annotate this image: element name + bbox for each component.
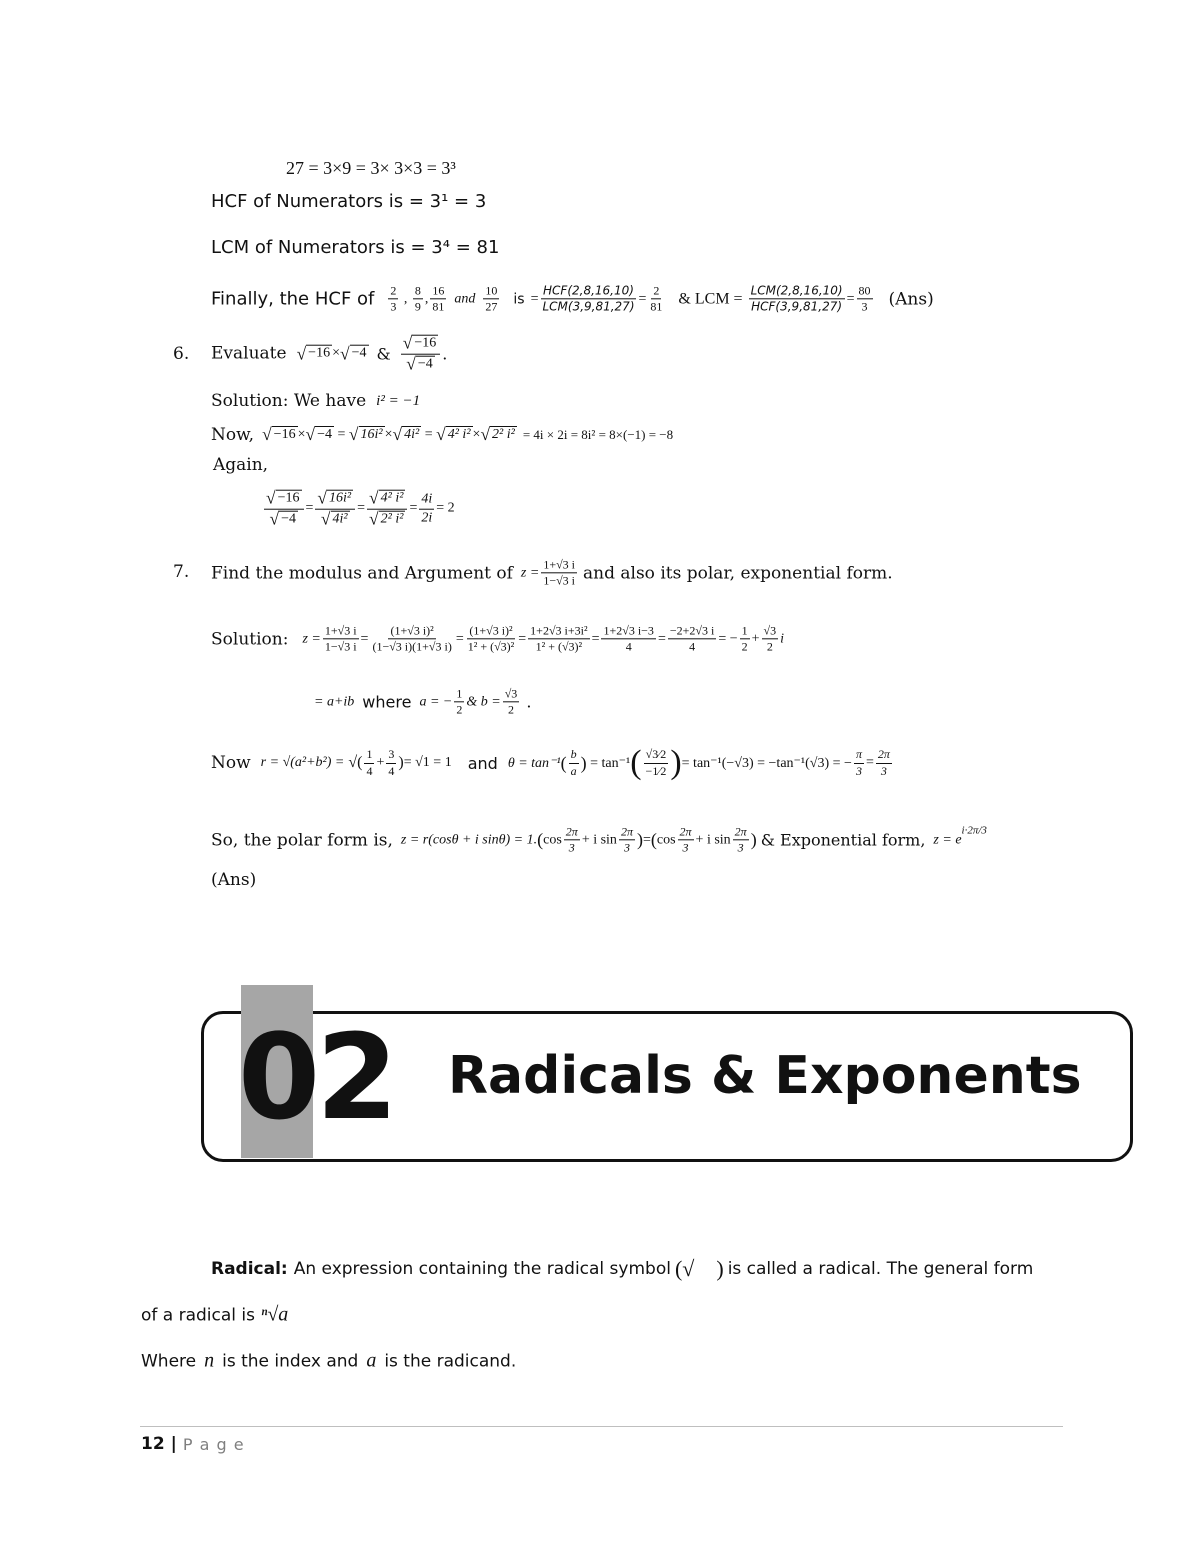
frac-den: 81	[432, 299, 445, 314]
frac-den: 3	[568, 840, 575, 855]
q6-solution-line	[211, 391, 420, 411]
cos-label: cos	[656, 832, 676, 847]
radicand: −16	[277, 490, 300, 506]
ratio-2: √ 16i² √ 4i²	[315, 490, 355, 529]
step-6	[668, 624, 716, 653]
lcm-label: & LCM =	[678, 290, 743, 307]
frac-num: 10	[483, 284, 499, 299]
a-value	[454, 687, 464, 716]
page-footer	[141, 1434, 245, 1454]
isin-label: + i sin	[581, 832, 617, 847]
fraction-8-9	[413, 284, 423, 313]
sqrt-minus4: √ −4	[305, 424, 332, 445]
and-word-2: and	[467, 753, 498, 773]
frac-num: 1	[740, 624, 750, 639]
frac-den: 4	[625, 639, 632, 654]
sqrt-minus16: √ −16	[296, 343, 331, 364]
radicand: −4	[281, 511, 297, 527]
radicand: 4² i²	[447, 427, 471, 443]
finally-prefix: Finally, the HCF of	[211, 288, 375, 310]
footer-rule	[140, 1426, 1063, 1427]
lcm-fraction	[749, 284, 845, 313]
frac-den: HCF(3,9,81,27)	[751, 299, 843, 314]
page-number: 12	[141, 1434, 165, 1454]
factorization-27: 27 = 3×9 = 3× 3×3 = 3³	[286, 158, 456, 178]
frac-den: 1−√3 i	[324, 639, 357, 654]
sqrt-ratio: √ −16 √ −4	[401, 335, 441, 374]
exponential-label: & Exponential form,	[760, 830, 926, 850]
cos-label: cos	[543, 832, 562, 847]
again-result: = 2	[436, 501, 455, 516]
radicand: −16	[273, 427, 296, 443]
ampersand: &	[376, 344, 391, 364]
evaluate-word: Evaluate	[211, 344, 287, 364]
frac-num: 2π	[733, 825, 749, 840]
frac-num: 16	[430, 284, 446, 299]
q7-ans-label: (Ans)	[211, 870, 257, 890]
finally-line: Finally, the HCF of $\frac{2}{3}$ , $\frac{8}{9}$ , $\frac{16}{81}$ and $\frac{10}{27}$ is = $\frac{\text{HCF(2,8,16,10)}}{\text{LCM(3,9,81,27)}}$ = $\frac{2}{81}$ & LCM = $\frac{\text{LCM(2,8,16,10)}}{\text{HCF(3,9,81,27)}}$ = $\frac{80}{3}$ (Ans)	[211, 283, 934, 314]
b-eq: & b =	[466, 694, 501, 709]
footer-separator: |	[170, 1434, 177, 1454]
frac-den: 3	[737, 840, 744, 855]
step-3	[466, 624, 517, 653]
polar-label: So, the polar form is,	[211, 830, 393, 850]
r-expr: r = √(a²+b²) =	[260, 755, 345, 770]
general-form-line	[141, 1304, 288, 1327]
sqrt3-over-half-ratio: $\frac{√3⁄2}{-1⁄2}$	[645, 747, 667, 778]
frac-num: 1+√3 i	[323, 624, 359, 639]
sqrt-4sq-i2: √ 4² i²	[436, 424, 471, 445]
where-text: Where	[141, 1351, 197, 1371]
two-pi-over-3	[733, 825, 749, 854]
exp-power: i·2π/3	[961, 824, 987, 836]
ratio-3: √ 4² i² √ 2² i²	[367, 490, 407, 529]
frac-num: (1+√3 i)²	[467, 624, 514, 639]
q7-text-b: and also its polar, exponential form.	[583, 563, 893, 583]
three-quarters: $\frac{3}{4}$	[388, 747, 395, 778]
theta-result: = tan⁻¹(−√3) = −tan⁻¹(√3) = −	[681, 755, 852, 771]
r-result: = √1 = 1	[403, 755, 452, 770]
exp-expr: z = e	[933, 832, 962, 847]
polar-form-line: So, the polar form is, z = r(cosθ + i sinθ) = 1. ( cos $\frac{2\pi}{3}$ + i sin $\frac{2\pi}{3}$ ) = ( cos $\frac{2\pi}{3}$ + i sin $\frac{2\pi}{3}$ ) & Exponential form, z = e $^{i\cdot 2\pi/3}$	[211, 824, 987, 855]
radicand: 2² i²	[492, 427, 515, 443]
radical-symbol-icon: (√ )	[674, 1256, 724, 1281]
frac-num: 8	[413, 284, 423, 299]
a-eq: a = −	[419, 694, 453, 709]
frac-den: 2	[741, 639, 748, 654]
index-symbol: n	[204, 1349, 215, 1372]
frac-den: 3	[861, 299, 868, 314]
theta-expr: θ = tan⁻¹	[507, 755, 561, 771]
general-form-text: of a radical is	[141, 1305, 256, 1325]
two-pi-over-3	[876, 748, 892, 777]
radicand: 16i²	[360, 427, 383, 443]
frac-den: LCM(3,9,81,27)	[542, 299, 635, 314]
frac-den: 9	[414, 299, 421, 314]
frac-num: 3	[386, 748, 396, 763]
radical-label: Radical:	[211, 1259, 288, 1279]
radical-text-b: is called a radical. The general form	[727, 1259, 1034, 1279]
radicand: 2² i²	[380, 511, 404, 527]
fraction-10-27	[483, 284, 499, 313]
q6-now-line: Now, √ −16 × √ −4 = √ 16i² × √ 4i² = √ 4² i² × √ 2² i² = 4i × 2i = 8i² = 8×(−1) = −8	[211, 424, 674, 445]
two-pi-over-3	[678, 825, 694, 854]
z-eq-2: z =	[302, 631, 321, 646]
a-plus-ib-line: = a+ib where a = − $\frac{1}{2}$ & b = $\frac{√3}{2}$ .	[314, 686, 532, 717]
now-r-label: Now	[211, 753, 251, 773]
polar-expr: z = r(cosθ + i sinθ) = 1.	[400, 832, 538, 847]
chapter-number: 02	[238, 1008, 395, 1146]
lcm-numerators-line: LCM of Numerators is = 3⁴ = 81	[211, 237, 500, 258]
radical-text-a: An expression containing the radical symbol	[293, 1259, 671, 1279]
frac-den: (1−√3 i)(1+√3 i)	[372, 639, 452, 654]
frac-num: 2π	[619, 825, 635, 840]
hcf-numerators-line: HCF of Numerators is = 3¹ = 3	[211, 191, 487, 212]
where-word: where	[362, 692, 412, 712]
frac-den: 4	[689, 639, 696, 654]
radicand: 4i²	[332, 511, 348, 527]
frac-num: (1+√3 i)²	[388, 624, 435, 639]
page-word: P a g e	[182, 1434, 245, 1454]
isin-label: + i sin	[695, 832, 731, 847]
frac-num: 2	[388, 284, 398, 299]
pi-over-3	[854, 748, 864, 777]
question-number-7: 7.	[173, 562, 190, 582]
hcf-fraction	[540, 284, 636, 313]
z-eq: z =	[520, 565, 540, 580]
radicand: −16	[308, 346, 331, 362]
frac-num: 1+√3 i	[541, 558, 577, 573]
step-7	[740, 624, 750, 653]
frac-den: 3	[880, 763, 887, 778]
frac-num: 4i	[419, 492, 434, 509]
radical-definition-line	[211, 1256, 1033, 1282]
frac-num: 1	[454, 687, 464, 702]
step-8	[762, 624, 779, 653]
radicand: −4	[351, 346, 367, 362]
frac-num: LCM(2,8,16,10)	[749, 284, 845, 299]
frac-den: 2	[766, 639, 773, 654]
again-label: Again,	[213, 455, 269, 475]
ans-label: (Ans)	[888, 289, 934, 309]
now-label: Now,	[211, 425, 255, 445]
frac-num: 2π	[564, 825, 580, 840]
frac-num: 1	[364, 748, 374, 763]
result-80-3	[857, 284, 873, 313]
frac-num: 2π	[678, 825, 694, 840]
frac-den: 3	[623, 840, 630, 855]
frac-num: 2π	[876, 748, 892, 763]
step-2	[370, 624, 453, 653]
is-word: is	[513, 291, 525, 307]
q7-solution-label: Solution:	[211, 629, 289, 649]
step-1	[323, 624, 359, 653]
frac-den: 1² + (√3)²	[535, 639, 583, 654]
modulus-argument-line: Now r = √(a²+b²) = √( $\frac{1}{4}$ + $\frac{3}{4}$ ) = √1 = 1 and θ = tan⁻¹ ( $\frac{b}{a}$ ) = tan⁻¹ ( $\frac{√3⁄2}{-1⁄2}$ ) = tan⁻¹(−√3) = −tan⁻¹(√3) = − $\frac{\pi}{3}$ = $\frac{2\pi}{3}$	[211, 744, 890, 781]
frac-den: 27	[485, 299, 498, 314]
frac-num: √3	[503, 687, 520, 702]
solution-label: Solution: We have	[211, 391, 367, 411]
frac-den: 3	[682, 840, 689, 855]
frac-num: √3	[762, 624, 779, 639]
frac-den: 2i	[421, 510, 433, 526]
sqrt-minus16: √ −16	[262, 424, 296, 445]
frac-num: 1+2√3 i−3	[601, 624, 655, 639]
result-2-81	[648, 284, 664, 313]
frac-num: 2	[651, 284, 661, 299]
ratio-1: √ −16 √ −4	[264, 490, 304, 529]
radicand: 16i²	[329, 490, 352, 506]
radicand: −4	[417, 356, 433, 372]
frac-num: HCF(2,8,16,10)	[541, 284, 636, 299]
q6-statement: Evaluate √ −16 × √ −4 & √ −16 √ −4 .	[211, 333, 448, 374]
step-4	[528, 624, 589, 653]
frac-den: 2	[507, 702, 514, 717]
frac-den: 1−√3 i	[543, 573, 576, 588]
step-5	[601, 624, 655, 653]
frac-num: π	[854, 748, 864, 763]
frac-den: 3	[390, 299, 397, 314]
one-quarter: $\frac{1}{4}$	[366, 747, 373, 778]
radicand: −16	[414, 335, 437, 351]
sqrt-minus4: √ −4	[339, 343, 367, 364]
fraction-2-3	[388, 284, 398, 313]
q7-text-a: Find the modulus and Argument of	[211, 563, 513, 583]
b-value	[503, 687, 520, 716]
a-plus-ib: = a+ib	[314, 694, 355, 709]
radicand-text: is the radicand.	[384, 1351, 517, 1371]
ratio-4	[419, 492, 434, 526]
q6-again-expr: √ −16 √ −4 = √ 16i² √ 4i² = √ 4² i² √ 2² i² = $\frac{4i}{2i}$ = 2	[266, 488, 455, 529]
frac-num: 1+2√3 i+3i²	[528, 624, 589, 639]
frac-den: 81	[650, 299, 663, 314]
q7-solution-line: Solution: z = $\frac{1+√3 i}{1-√3 i}$ = $\frac{\text{(1+√3 i)²}}{(1-√3 i)(1+√3 i)}$ = $\frac{\text{(1+√3 i)²}}{\text{1² + (√3)²}}$ = $\frac{\text{1+2√3 i+3i²}}{\text{1² + (√3)²}}$ = $\frac{1+2√3 i-3}{4}$ = $\frac{-2+2√3 i}{4}$ = − $\frac{1}{2}$ + $\frac{√3}{2}$ i	[211, 623, 784, 654]
frac-num: 80	[857, 284, 873, 299]
where-line	[141, 1350, 516, 1373]
sqrt-16i2: √ 16i²	[348, 424, 383, 445]
q7-statement	[211, 558, 893, 587]
two-pi-over-3	[619, 825, 635, 854]
general-form-math: ⁿ√a	[261, 1303, 289, 1326]
radicand: 4² i²	[380, 490, 404, 506]
frac-den: 3	[855, 763, 862, 778]
z-fraction	[541, 558, 577, 587]
question-number-6: 6.	[173, 344, 190, 364]
radicand: −4	[317, 427, 332, 443]
sqrt-4i2: √ 4i²	[392, 424, 420, 445]
radicand-symbol: a	[366, 1349, 377, 1372]
i-squared: i² = −1	[376, 392, 421, 409]
frac-num: −2+2√3 i	[668, 624, 716, 639]
chapter-title: Radicals & Exponents	[448, 1046, 1082, 1106]
sqrt-2sq-i2: √ 2² i²	[480, 424, 515, 445]
now-result: = 4i × 2i = 8i² = 8×(−1) = −8	[522, 427, 674, 442]
two-pi-over-3	[564, 825, 580, 854]
radicand: 4i²	[404, 427, 420, 443]
b-over-a: $\frac{b}{a}$	[570, 747, 577, 778]
frac-den: 2	[456, 702, 463, 717]
frac-den: 1² + (√3)²	[467, 639, 515, 654]
fraction-16-81	[430, 284, 446, 313]
and-word: and	[454, 291, 476, 306]
index-text: is the index and	[222, 1351, 359, 1371]
